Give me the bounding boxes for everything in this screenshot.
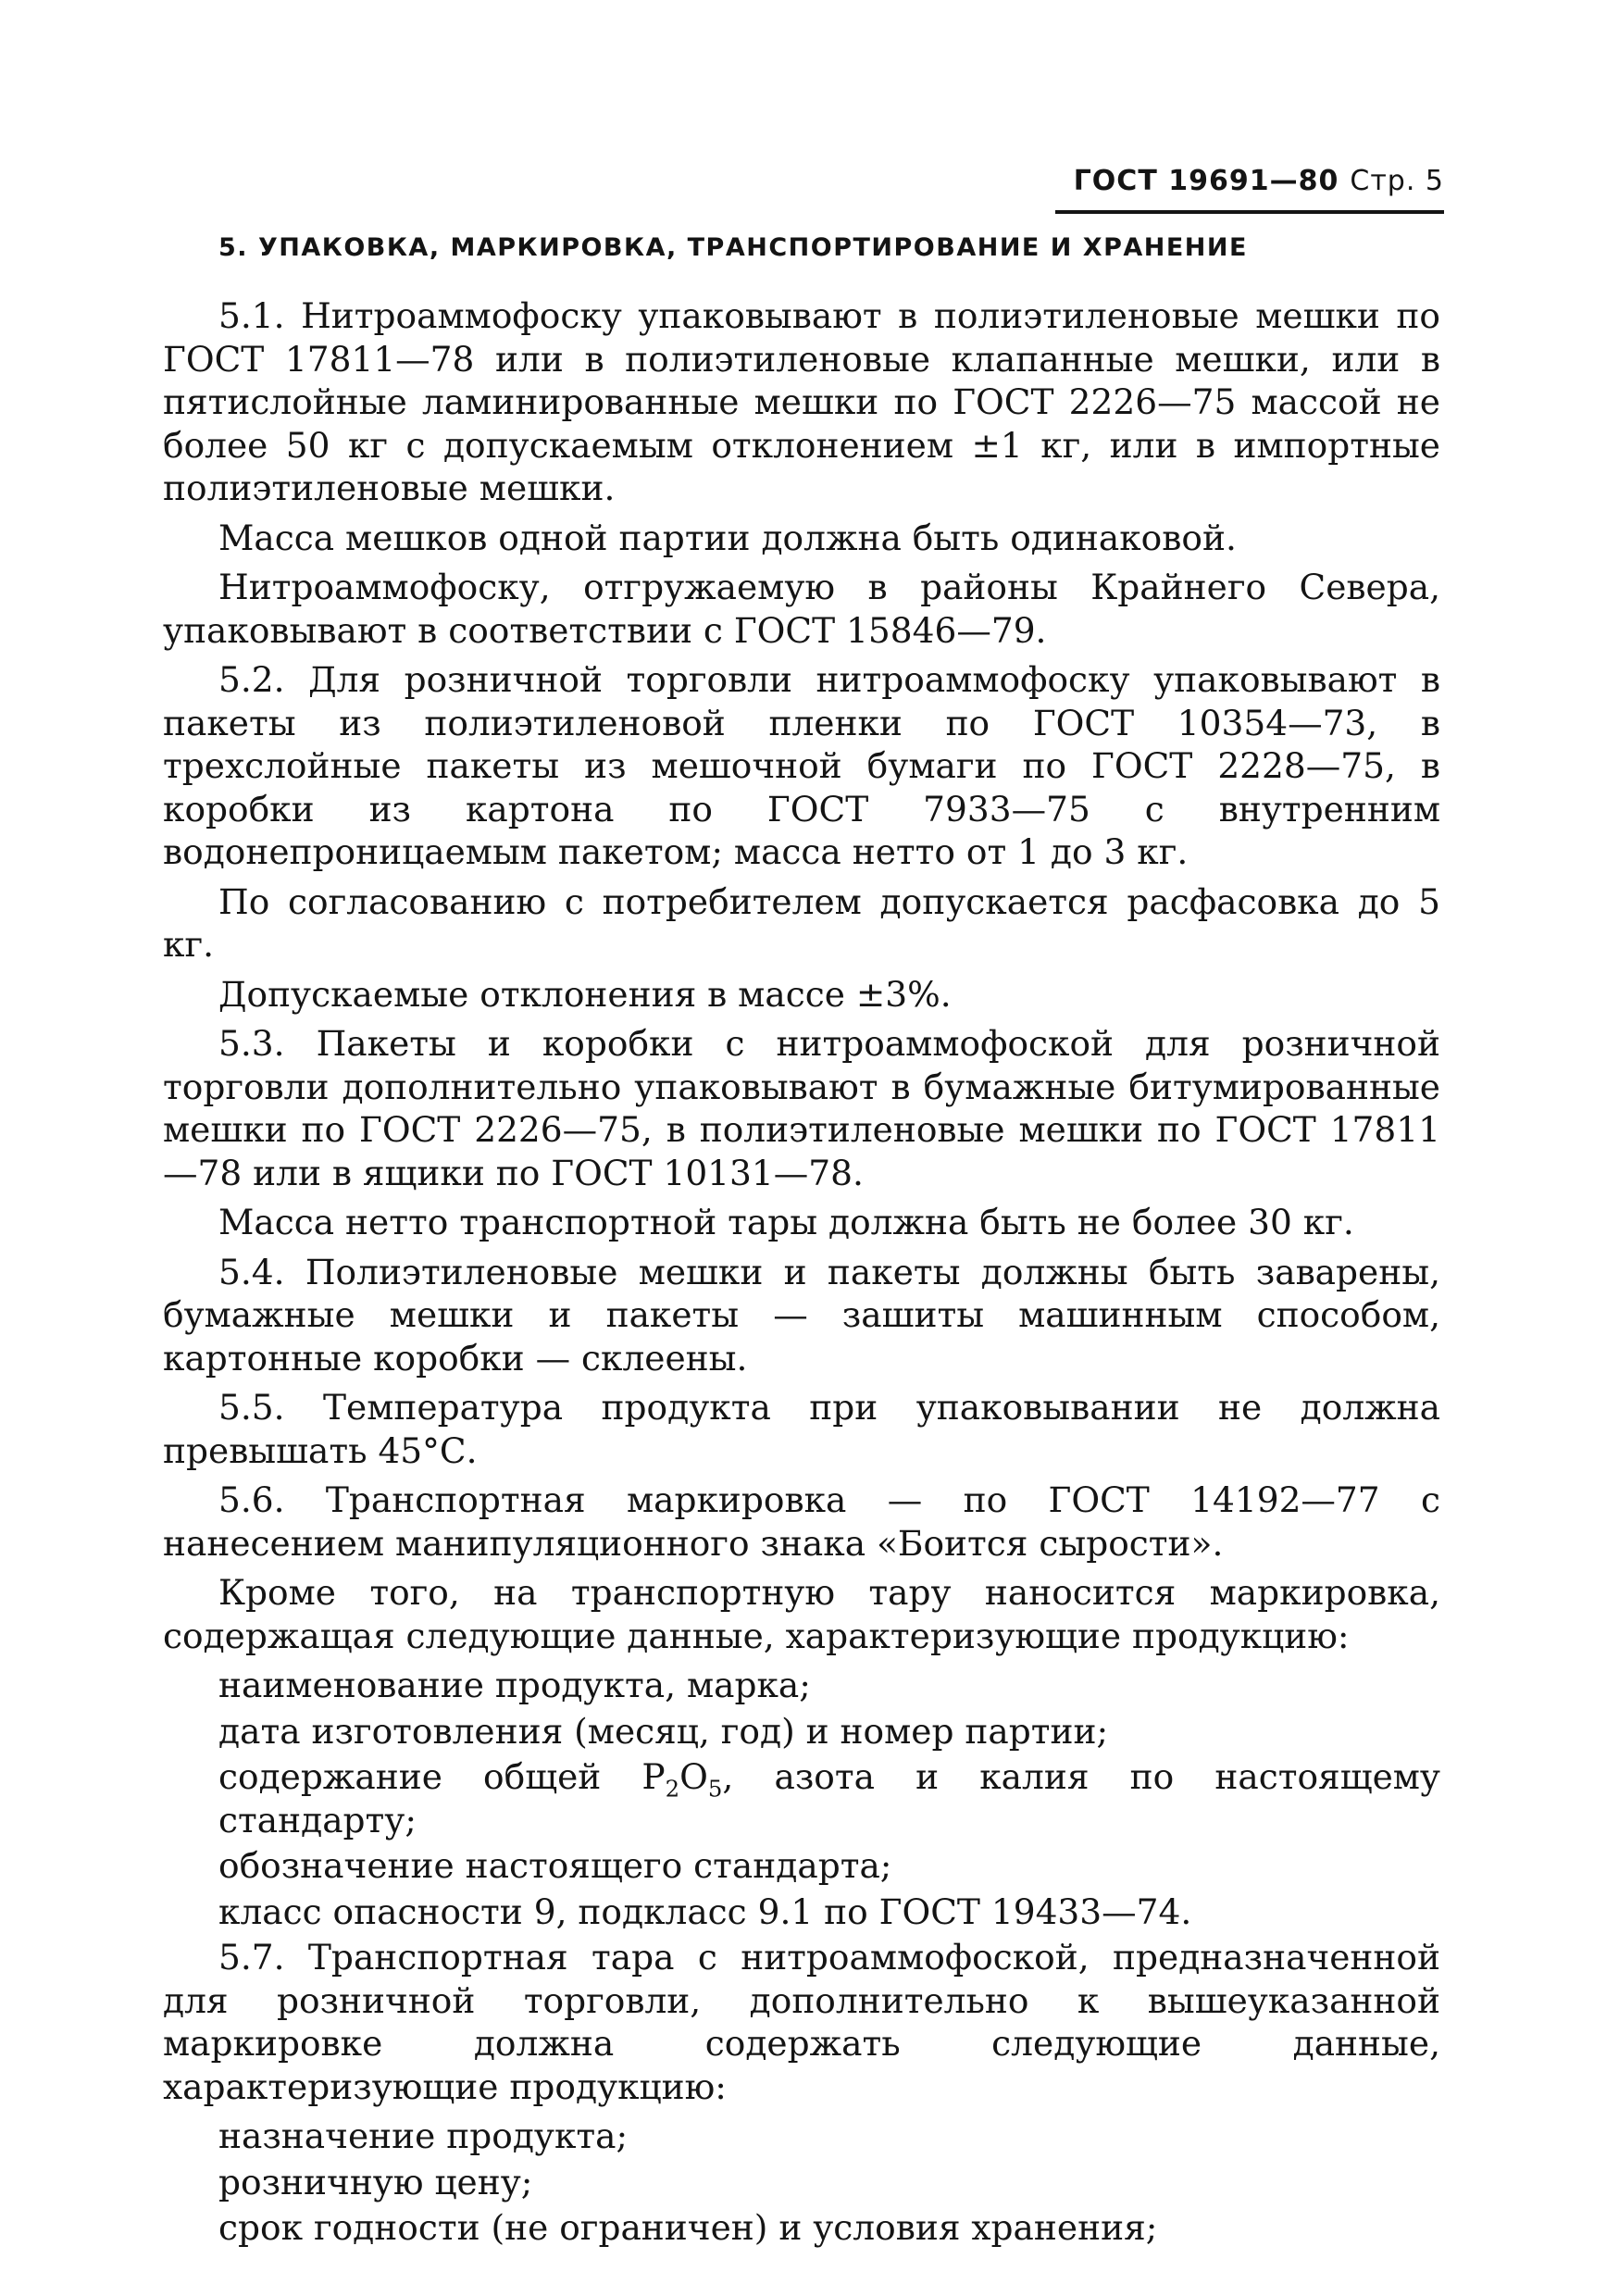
list-item-text: О	[679, 1756, 708, 1797]
subscript: 2	[665, 1775, 680, 1803]
paragraph: Масса мешков одной партии должна быть одинаковой.	[218, 517, 1237, 558]
paragraph: Кроме того, на транспортную тару наносится маркировка, содержащая следующие данные, характеризующие продукцию:	[163, 1572, 1440, 1656]
paragraph: Масса нетто транспортной тары должна быть не более 30 кг.	[218, 1202, 1354, 1242]
subscript: 5	[707, 1775, 723, 1803]
paragraph-5-5: 5.5. Температура продукта при упаковывании не должна превышать 45°С.	[163, 1387, 1440, 1471]
list-item: наименование продукта, марка;	[218, 1665, 811, 1705]
list-item: срок годности (не ограничен) и условия хранения;	[218, 2207, 1158, 2248]
body-text	[163, 294, 1440, 2252]
header-page-number: Стр. 5	[1350, 164, 1444, 197]
paragraph: Допускаемые отклонения в массе ±3%.	[218, 973, 952, 1015]
paragraph-5-7: 5.7. Транспортная тара с нитроаммофоской, предназначенной для розничной торговли, дополнительно к вышеуказанной маркировке должна содержать следующие данные, характеризующие продукцию:	[163, 1937, 1440, 2107]
list-item: назначение продукта;	[218, 2115, 629, 2156]
list-item-text: содержание общей Р	[218, 1756, 666, 1797]
list-item: класс опасности 9, подкласс 9.1 по ГОСТ 19433—74.	[218, 1890, 1192, 1932]
list-item-text: , азота и калия по настоящему стандарту;	[218, 1756, 1440, 1841]
paragraph-5-3: 5.3. Пакеты и коробки с нитроаммофоской для розничной торговли дополнительно упаковывают в бумажные битумированные мешки по ГОСТ 2226—75, в полиэтиленовые мешки по ГОСТ 17811—78 или в ящики по ГОСТ 10131—78.	[163, 1023, 1440, 1193]
section-title: 5. УПАКОВКА, МАРКИРОВКА, ТРАНСПОРТИРОВАНИЕ И ХРАНЕНИЕ	[218, 233, 1248, 262]
paragraph-5-4: 5.4. Полиэтиленовые мешки и пакеты должны быть заварены, бумажные мешки и пакеты — зашиты машинным способом, картонные коробки — склеены.	[163, 1251, 1440, 1379]
paragraph: Нитроаммофоску, отгружаемую в районы Крайнего Севера, упаковывают в соответствии с ГОСТ 15846—79.	[163, 567, 1440, 651]
list-item: дата изготовления (месяц, год) и номер партии;	[218, 1710, 1109, 1752]
header-standard: ГОСТ	[1073, 164, 1158, 197]
paragraph: По согласованию с потребителем допускается расфасовка до 5 кг.	[163, 880, 1440, 965]
paragraph-5-1: 5.1. Нитроаммофоску упаковывают в полиэтиленовые мешки по ГОСТ 17811—78 или в полиэтиленовые клапанные мешки, или в пятислойные ламинированные мешки по ГОСТ 2226—75 массой не более 50 кг с допускаемым отклонением ±1 кг, или в импортные полиэтиленовые мешки.	[163, 295, 1440, 508]
paragraph-5-6: 5.6. Транспортная маркировка — по ГОСТ 14192—77 с нанесением манипуляционного знака «Боится сырости».	[163, 1479, 1440, 1564]
running-header	[1055, 151, 1444, 214]
paragraph-5-2: 5.2. Для розничной торговли нитроаммофоску упаковывают в пакеты из полиэтиленовой пленки по ГОСТ 10354—73, в трехслойные пакеты из мешочной бумаги по ГОСТ 2228—75, в коробки из картона по ГОСТ 7933—75 с внутренним водонепроницаемым пакетом; масса нетто от 1 до 3 кг.	[163, 659, 1440, 872]
list-item: розничную цену;	[218, 2161, 533, 2202]
header-number: 19691—80	[1168, 164, 1339, 197]
list-item-composition	[163, 1755, 1440, 1841]
list-item: обозначение настоящего стандарта;	[218, 1845, 892, 1886]
